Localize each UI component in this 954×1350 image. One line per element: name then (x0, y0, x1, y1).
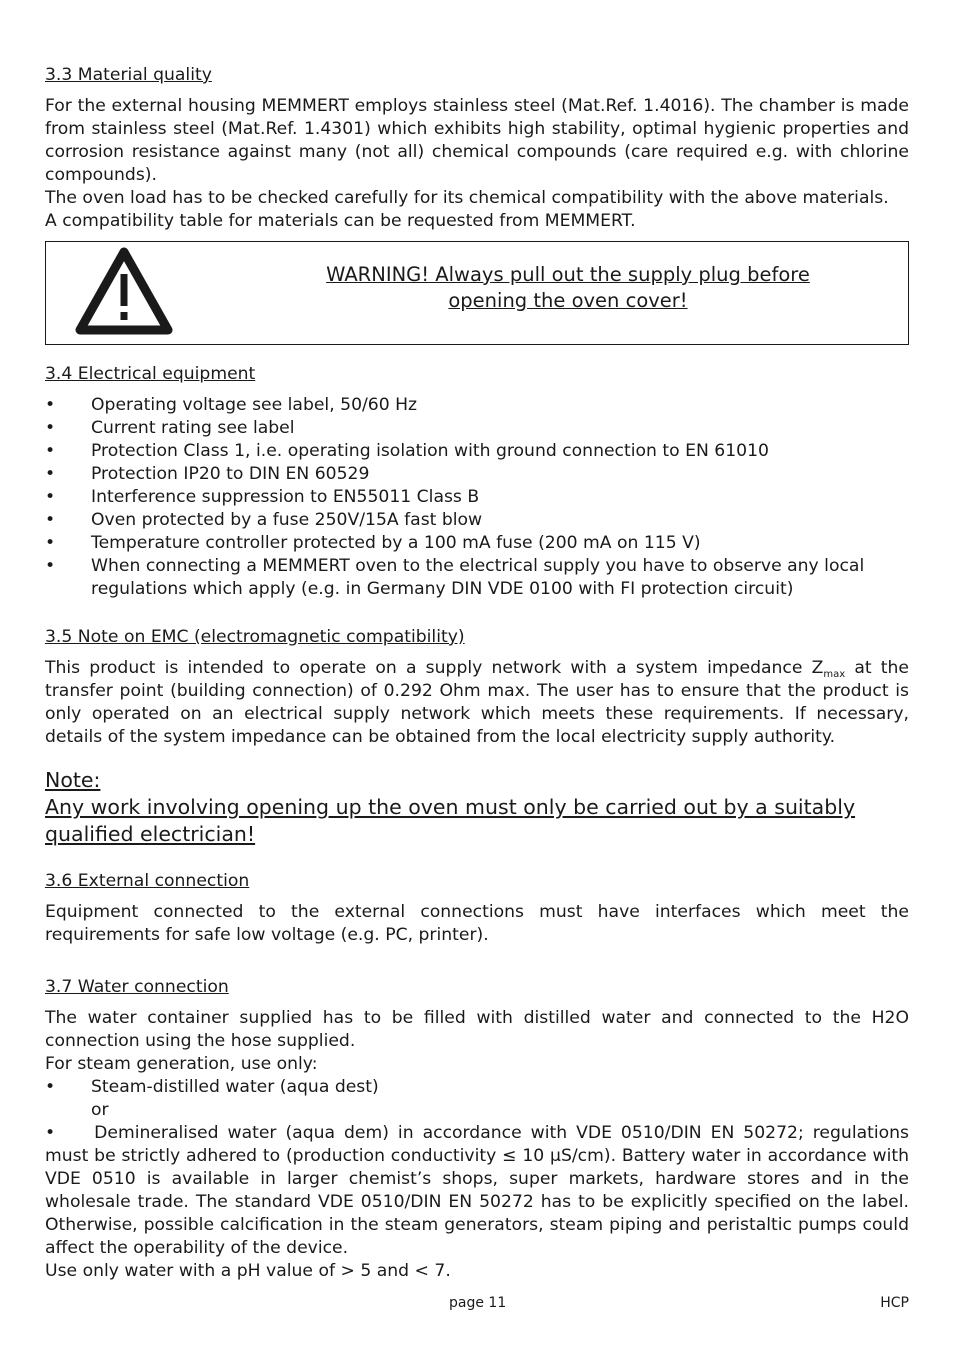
paragraph: Use only water with a pH value of > 5 and < 7. (45, 1261, 451, 1281)
bullet-icon: • (45, 395, 56, 415)
section-heading: 3.5 Note on EMC (electromagnetic compatibility) (45, 627, 465, 647)
list-item-text: Protection Class 1, i.e. operating isolation with ground connection to EN 61010 (91, 441, 769, 461)
warning-line: WARNING! Always pull out the supply plug before (326, 263, 810, 286)
warning-text (246, 262, 890, 314)
list-item-text: Oven protected by a fuse 250V/15A fast blow (91, 510, 483, 530)
section-water-connection (45, 976, 909, 1283)
list-item-text: Temperature controller protected by a 100 mA fuse (200 mA on 115 V) (91, 533, 701, 553)
list-item (45, 532, 909, 555)
list-item-text: Demineralised water (aqua dem) in accordance with VDE 0510/DIN EN 50272; regulations must be strictly adhered to (production conductivity ≤ 10 μS/cm). Battery water in accordance with VDE 0510 is available in larger chemist’s shops, super markets, hardware stores and in the wholesale trade. The standard VDE 0510/DIN EN 50272 has to be explicitly specified on the label. Otherwise, possible calcification in the steam generators, steam piping and peristaltic pumps could affect the operability of the device. (45, 1123, 909, 1258)
list-item (45, 555, 909, 601)
paragraph: For steam generation, use only: (45, 1054, 318, 1074)
section-material-quality (45, 64, 909, 233)
list-item (45, 417, 909, 440)
bullet-icon: • (45, 464, 56, 484)
subscript: max (823, 669, 846, 680)
text-run: This product is intended to operate on a supply network with a system impedance Z (45, 658, 824, 678)
warning-triangle-icon (74, 246, 174, 338)
list-item-text: When connecting a MEMMERT oven to the electrical supply you have to observe any local regulations which apply (e.g. in Germany DIN VDE 0100 with FI protection circuit) (91, 556, 865, 599)
list-item (45, 486, 909, 509)
document-code: HCP (880, 1295, 909, 1311)
paragraph: Equipment connected to the external connections must have interfaces which meet the requirements for safe low voltage (e.g. PC, printer). (45, 902, 909, 945)
note-label: Note: (45, 768, 101, 792)
list-item-text: Operating voltage see label, 50/60 Hz (91, 395, 418, 415)
list-item-text: or (91, 1100, 109, 1120)
list-item-text: Steam-distilled water (aqua dest) (91, 1077, 379, 1097)
text-run: at the transfer point (building connection) of 0.292 Ohm max. The user has to ensure that the product is only operated on an electrical supply network which meets these requirements. If necessary, details of the system impedance can be obtained from the local electricity supply authority. (45, 658, 910, 747)
list-item-text: Interference suppression to EN55011 Class B (91, 487, 480, 507)
bullet-icon: • (45, 487, 56, 507)
list-item (45, 440, 909, 463)
paragraph (45, 1122, 909, 1260)
section-heading: 3.6 External connection (45, 871, 250, 891)
bullet-icon: • (45, 533, 56, 553)
bullet-list (45, 1076, 909, 1122)
section-heading: 3.4 Electrical equipment (45, 364, 256, 384)
bullet-icon: • (45, 418, 56, 438)
bullet-icon: • (45, 556, 56, 576)
bullet-icon: • (45, 441, 56, 461)
bullet-icon: • (45, 1077, 56, 1097)
list-item-text: Current rating see label (91, 418, 295, 438)
bullet-icon: • (45, 510, 56, 530)
section-heading: 3.7 Water connection (45, 977, 229, 997)
list-item (45, 463, 909, 486)
section-emc (45, 626, 909, 749)
page-number: page 11 (449, 1295, 507, 1311)
section-heading: 3.3 Material quality (45, 65, 212, 85)
warning-box (45, 241, 909, 345)
section-electrical-equipment (45, 363, 909, 601)
paragraph: A compatibility table for materials can be requested from MEMMERT. (45, 211, 636, 231)
list-item (45, 509, 909, 532)
section-external-connection (45, 870, 909, 947)
paragraph (45, 657, 909, 749)
paragraph: For the external housing MEMMERT employs stainless steel (Mat.Ref. 1.4016). The chamber is made from stainless steel (Mat.Ref. 1.4301) which exhibits high stability, optimal hygienic properties and corrosion resistance against many (not all) chemical compounds (care required e.g. with chlorine compounds). (45, 96, 909, 185)
note-text: Any work involving opening up the oven must only be carried out by a suitably qualified electrician! (45, 795, 856, 846)
list-item (45, 1076, 909, 1122)
bullet-icon: • (45, 1123, 56, 1143)
bullet-list (45, 394, 909, 601)
list-item-text: Protection IP20 to DIN EN 60529 (91, 464, 370, 484)
note-block (45, 767, 909, 848)
warning-line: opening the oven cover! (448, 289, 688, 312)
list-item (45, 394, 909, 417)
paragraph: The oven load has to be checked carefully for its chemical compatibility with the above materials. (45, 188, 889, 208)
paragraph: The water container supplied has to be filled with distilled water and connected to the H2O connection using the hose supplied. (45, 1008, 909, 1051)
